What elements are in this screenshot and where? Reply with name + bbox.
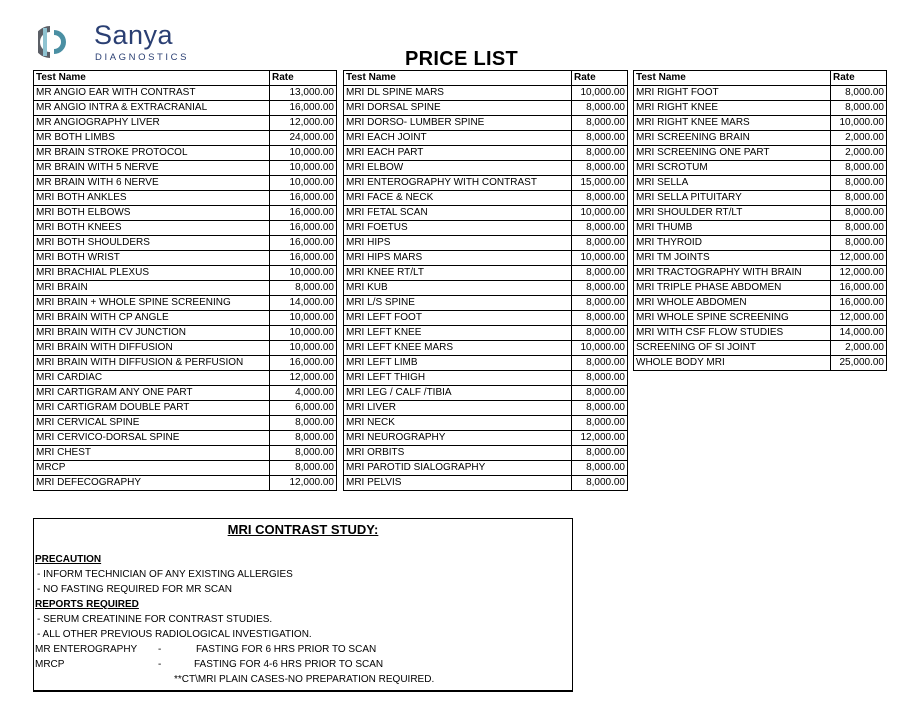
rate-cell: 16,000.00 <box>270 191 337 206</box>
header-rate: Rate <box>831 71 887 86</box>
rate-cell: 10,000.00 <box>270 161 337 176</box>
table-row <box>34 281 337 296</box>
table-row <box>634 251 887 266</box>
table-row <box>634 86 887 101</box>
rate-cell: 8,000.00 <box>572 161 628 176</box>
table-row <box>34 161 337 176</box>
table-row <box>344 146 628 161</box>
table-row <box>34 221 337 236</box>
test-name-cell: MRI EACH JOINT <box>344 131 572 146</box>
rate-cell: 10,000.00 <box>572 86 628 101</box>
rate-cell: 8,000.00 <box>831 236 887 251</box>
table-row <box>34 341 337 356</box>
rate-cell: 8,000.00 <box>831 101 887 116</box>
table-row <box>344 416 628 431</box>
test-name-cell: MRI FETAL SCAN <box>344 206 572 221</box>
test-name-cell: MR BOTH LIMBS <box>34 131 270 146</box>
table-row <box>34 476 337 491</box>
rate-cell: 2,000.00 <box>831 341 887 356</box>
test-name-cell: MRI LIVER <box>344 401 572 416</box>
rate-cell: 8,000.00 <box>572 191 628 206</box>
test-name-cell: MRI TRACTOGRAPHY WITH BRAIN <box>634 266 831 281</box>
precaution-item: - INFORM TECHNICIAN OF ANY EXISTING ALLERGIES <box>37 569 293 580</box>
test-name-cell: MRI HIPS <box>344 236 572 251</box>
test-name-cell: MRI ELBOW <box>344 161 572 176</box>
test-name-cell: MRI CARDIAC <box>34 371 270 386</box>
rate-cell: 8,000.00 <box>572 311 628 326</box>
test-name-cell: MRI PAROTID SIALOGRAPHY <box>344 461 572 476</box>
table-row <box>34 176 337 191</box>
contrast-study-box <box>33 518 573 692</box>
fasting-dash: - <box>158 644 162 655</box>
test-name-cell: MRI WHOLE SPINE SCREENING <box>634 311 831 326</box>
rate-cell: 14,000.00 <box>831 326 887 341</box>
table-row <box>634 266 887 281</box>
table-row <box>344 116 628 131</box>
logo-subtitle: DIAGNOSTICS <box>95 52 190 63</box>
test-name-cell: MRI THYROID <box>634 236 831 251</box>
rate-cell: 2,000.00 <box>831 131 887 146</box>
rate-cell: 10,000.00 <box>572 341 628 356</box>
test-name-cell: SCREENING OF SI JOINT <box>634 341 831 356</box>
test-name-cell: MR BRAIN WITH 5 NERVE <box>34 161 270 176</box>
logo <box>38 20 208 65</box>
rate-cell: 8,000.00 <box>270 431 337 446</box>
table-row <box>34 266 337 281</box>
rate-cell: 10,000.00 <box>572 251 628 266</box>
table-row <box>634 326 887 341</box>
test-name-cell: MR ANGIOGRAPHY LIVER <box>34 116 270 131</box>
rate-cell: 12,000.00 <box>270 476 337 491</box>
rate-cell: 8,000.00 <box>572 446 628 461</box>
price-table-3 <box>633 70 887 371</box>
test-name-cell: MR ANGIO INTRA & EXTRACRANIAL <box>34 101 270 116</box>
fasting-label: MR ENTEROGRAPHY <box>35 644 138 655</box>
test-name-cell: MRI SELLA <box>634 176 831 191</box>
test-name-cell: MRI LEFT FOOT <box>344 311 572 326</box>
table-row <box>34 116 337 131</box>
table-row <box>34 191 337 206</box>
test-name-cell: MRI BRAIN <box>34 281 270 296</box>
table-row <box>634 206 887 221</box>
test-name-cell: MRI TM JOINTS <box>634 251 831 266</box>
table-row <box>634 116 887 131</box>
test-name-cell: MRI LEFT LIMB <box>344 356 572 371</box>
rate-cell: 12,000.00 <box>831 251 887 266</box>
test-name-cell: MRI BRAIN + WHOLE SPINE SCREENING <box>34 296 270 311</box>
rate-cell: 10,000.00 <box>270 326 337 341</box>
test-name-cell: MRI RIGHT KNEE MARS <box>634 116 831 131</box>
rate-cell: 8,000.00 <box>831 191 887 206</box>
table-row <box>344 251 628 266</box>
test-name-cell: MRI DORSO- LUMBER SPINE <box>344 116 572 131</box>
rate-cell: 8,000.00 <box>572 146 628 161</box>
header-test-name: Test Name <box>634 71 831 86</box>
test-name-cell: MRCP <box>34 461 270 476</box>
table-header-row <box>634 71 887 86</box>
test-name-cell: MRI DL SPINE MARS <box>344 86 572 101</box>
rate-cell: 16,000.00 <box>270 101 337 116</box>
rate-cell: 16,000.00 <box>270 221 337 236</box>
rate-cell: 10,000.00 <box>270 176 337 191</box>
rate-cell: 8,000.00 <box>270 416 337 431</box>
rate-cell: 16,000.00 <box>270 206 337 221</box>
rate-cell: 8,000.00 <box>572 476 628 491</box>
table-row <box>34 206 337 221</box>
test-name-cell: MRI BRAIN WITH CV JUNCTION <box>34 326 270 341</box>
test-name-cell: MRI BOTH WRIST <box>34 251 270 266</box>
rate-cell: 8,000.00 <box>831 206 887 221</box>
rate-cell: 8,000.00 <box>572 101 628 116</box>
rate-cell: 8,000.00 <box>572 266 628 281</box>
test-name-cell: MRI CERVICAL SPINE <box>34 416 270 431</box>
rate-cell: 10,000.00 <box>831 116 887 131</box>
table-row <box>634 221 887 236</box>
table-row <box>34 371 337 386</box>
rate-cell: 24,000.00 <box>270 131 337 146</box>
table-row <box>634 176 887 191</box>
rate-cell: 8,000.00 <box>572 461 628 476</box>
table-row <box>344 206 628 221</box>
reports-item: - SERUM CREATININE FOR CONTRAST STUDIES. <box>37 614 273 625</box>
fasting-text: FASTING FOR 6 HRS PRIOR TO SCAN <box>196 644 377 655</box>
rate-cell: 8,000.00 <box>572 371 628 386</box>
table-row <box>634 161 887 176</box>
contrast-study-title: MRI CONTRAST STUDY: <box>227 522 379 537</box>
test-name-cell: MRI CHEST <box>34 446 270 461</box>
table-row <box>344 311 628 326</box>
rate-cell: 8,000.00 <box>831 176 887 191</box>
test-name-cell: MRI RIGHT KNEE <box>634 101 831 116</box>
test-name-cell: MRI NECK <box>344 416 572 431</box>
test-name-cell: MRI THUMB <box>634 221 831 236</box>
rate-cell: 4,000.00 <box>270 386 337 401</box>
test-name-cell: MRI BOTH ELBOWS <box>34 206 270 221</box>
rate-cell: 12,000.00 <box>270 116 337 131</box>
test-name-cell: MRI PELVIS <box>344 476 572 491</box>
table-row <box>634 191 887 206</box>
rate-cell: 2,000.00 <box>831 146 887 161</box>
rate-cell: 25,000.00 <box>831 356 887 371</box>
table-row <box>344 401 628 416</box>
table-row <box>634 146 887 161</box>
table-row <box>34 296 337 311</box>
rate-cell: 8,000.00 <box>831 86 887 101</box>
rate-cell: 8,000.00 <box>572 296 628 311</box>
rate-cell: 8,000.00 <box>572 386 628 401</box>
rate-cell: 8,000.00 <box>572 236 628 251</box>
test-name-cell: MRI BRAIN WITH DIFFUSION & PERFUSION <box>34 356 270 371</box>
test-name-cell: MRI FOETUS <box>344 221 572 236</box>
test-name-cell: MRI BRAIN WITH DIFFUSION <box>34 341 270 356</box>
rate-cell: 16,000.00 <box>270 356 337 371</box>
test-name-cell: MRI HIPS MARS <box>344 251 572 266</box>
table-row <box>344 296 628 311</box>
test-name-cell: MRI WHOLE ABDOMEN <box>634 296 831 311</box>
logo-brand: Sanya <box>94 20 174 50</box>
rate-cell: 12,000.00 <box>831 266 887 281</box>
table-row <box>634 356 887 371</box>
test-name-cell: MRI ENTEROGRAPHY WITH CONTRAST <box>344 176 572 191</box>
rate-cell: 8,000.00 <box>572 116 628 131</box>
table-header-row <box>34 71 337 86</box>
reports-item: - ALL OTHER PREVIOUS RADIOLOGICAL INVESTIGATION. <box>37 629 312 640</box>
test-name-cell: MR ANGIO EAR WITH CONTRAST <box>34 86 270 101</box>
header-test-name: Test Name <box>344 71 572 86</box>
rate-cell: 10,000.00 <box>270 341 337 356</box>
rate-cell: 8,000.00 <box>572 326 628 341</box>
table-row <box>634 131 887 146</box>
table-row <box>344 236 628 251</box>
rate-cell: 8,000.00 <box>270 446 337 461</box>
test-name-cell: MRI LEFT THIGH <box>344 371 572 386</box>
table-row <box>344 461 628 476</box>
test-name-cell: MRI FACE & NECK <box>344 191 572 206</box>
test-name-cell: MRI RIGHT FOOT <box>634 86 831 101</box>
header-rate: Rate <box>270 71 337 86</box>
table-row <box>634 101 887 116</box>
table-row <box>34 446 337 461</box>
price-table-2 <box>343 70 628 491</box>
table-row <box>344 341 628 356</box>
table-row <box>34 401 337 416</box>
table-row <box>344 266 628 281</box>
rate-cell: 10,000.00 <box>270 266 337 281</box>
plain-cases-note: **CT\MRI PLAIN CASES-NO PREPARATION REQUIRED. <box>174 674 435 685</box>
table-row <box>634 236 887 251</box>
rate-cell: 8,000.00 <box>831 161 887 176</box>
price-table-1 <box>33 70 337 491</box>
table-row <box>34 101 337 116</box>
test-name-cell: MRI BOTH SHOULDERS <box>34 236 270 251</box>
table-row <box>34 356 337 371</box>
table-row <box>344 86 628 101</box>
test-name-cell: MRI CERVICO-DORSAL SPINE <box>34 431 270 446</box>
test-name-cell: MRI ORBITS <box>344 446 572 461</box>
table-row <box>634 281 887 296</box>
table-row <box>34 131 337 146</box>
rate-cell: 8,000.00 <box>572 356 628 371</box>
test-name-cell: MRI KUB <box>344 281 572 296</box>
table-row <box>344 176 628 191</box>
reports-heading: REPORTS REQUIRED <box>35 599 139 610</box>
test-name-cell: MRI EACH PART <box>344 146 572 161</box>
table-row <box>34 86 337 101</box>
test-name-cell: MRI L/S SPINE <box>344 296 572 311</box>
test-name-cell: MRI SELLA PITUITARY <box>634 191 831 206</box>
precaution-item: - NO FASTING REQUIRED FOR MR SCAN <box>37 584 233 595</box>
test-name-cell: MRI KNEE RT/LT <box>344 266 572 281</box>
rate-cell: 8,000.00 <box>270 281 337 296</box>
test-name-cell: MRI LEFT KNEE MARS <box>344 341 572 356</box>
rate-cell: 15,000.00 <box>572 176 628 191</box>
rate-cell: 16,000.00 <box>270 251 337 266</box>
precaution-heading: PRECAUTION <box>35 554 102 565</box>
test-name-cell: MRI BRAIN WITH CP ANGLE <box>34 311 270 326</box>
rate-cell: 12,000.00 <box>270 371 337 386</box>
rate-cell: 10,000.00 <box>270 311 337 326</box>
test-name-cell: MRI NEUROGRAPHY <box>344 431 572 446</box>
table-row <box>344 101 628 116</box>
table-row <box>344 371 628 386</box>
test-name-cell: MRI BRACHIAL PLEXUS <box>34 266 270 281</box>
test-name-cell: MRI SHOULDER RT/LT <box>634 206 831 221</box>
header-test-name: Test Name <box>34 71 270 86</box>
rate-cell: 10,000.00 <box>572 206 628 221</box>
test-name-cell: WHOLE BODY MRI <box>634 356 831 371</box>
table-row <box>344 431 628 446</box>
fasting-text: FASTING FOR 4-6 HRS PRIOR TO SCAN <box>194 659 384 670</box>
test-name-cell: MRI SCREENING ONE PART <box>634 146 831 161</box>
header-rate: Rate <box>572 71 628 86</box>
rate-cell: 8,000.00 <box>572 221 628 236</box>
table-row <box>344 476 628 491</box>
table-row <box>344 191 628 206</box>
table-row <box>634 341 887 356</box>
table-header-row <box>344 71 628 86</box>
test-name-cell: MRI CARTIGRAM DOUBLE PART <box>34 401 270 416</box>
table-row <box>34 251 337 266</box>
rate-cell: 8,000.00 <box>831 221 887 236</box>
test-name-cell: MRI SCROTUM <box>634 161 831 176</box>
rate-cell: 14,000.00 <box>270 296 337 311</box>
table-row <box>34 146 337 161</box>
test-name-cell: MR BRAIN WITH 6 NERVE <box>34 176 270 191</box>
table-row <box>634 311 887 326</box>
rate-cell: 12,000.00 <box>831 311 887 326</box>
test-name-cell: MRI CARTIGRAM ANY ONE PART <box>34 386 270 401</box>
table-row <box>34 461 337 476</box>
table-row <box>344 356 628 371</box>
rate-cell: 8,000.00 <box>572 401 628 416</box>
test-name-cell: MRI TRIPLE PHASE ABDOMEN <box>634 281 831 296</box>
test-name-cell: MRI BOTH ANKLES <box>34 191 270 206</box>
test-name-cell: MRI SCREENING BRAIN <box>634 131 831 146</box>
table-row <box>34 311 337 326</box>
table-row <box>34 236 337 251</box>
rate-cell: 16,000.00 <box>270 236 337 251</box>
table-row <box>34 431 337 446</box>
test-name-cell: MRI LEG / CALF /TIBIA <box>344 386 572 401</box>
rate-cell: 8,000.00 <box>572 131 628 146</box>
table-row <box>344 386 628 401</box>
logo-mark-icon <box>38 22 78 62</box>
test-name-cell: MRI WITH CSF FLOW STUDIES <box>634 326 831 341</box>
fasting-label: MRCP <box>35 659 65 670</box>
table-row <box>34 326 337 341</box>
rate-cell: 8,000.00 <box>572 281 628 296</box>
rate-cell: 10,000.00 <box>270 146 337 161</box>
rate-cell: 12,000.00 <box>572 431 628 446</box>
test-name-cell: MRI DORSAL SPINE <box>344 101 572 116</box>
test-name-cell: MRI DEFECOGRAPHY <box>34 476 270 491</box>
rate-cell: 8,000.00 <box>270 461 337 476</box>
fasting-dash: - <box>158 659 162 670</box>
rate-cell: 16,000.00 <box>831 281 887 296</box>
table-row <box>34 386 337 401</box>
rate-cell: 6,000.00 <box>270 401 337 416</box>
rate-cell: 16,000.00 <box>831 296 887 311</box>
table-row <box>344 281 628 296</box>
table-row <box>344 221 628 236</box>
rate-cell: 13,000.00 <box>270 86 337 101</box>
table-row <box>34 416 337 431</box>
table-row <box>634 296 887 311</box>
page-title: PRICE LIST <box>405 48 519 70</box>
rate-cell: 8,000.00 <box>572 416 628 431</box>
test-name-cell: MRI LEFT KNEE <box>344 326 572 341</box>
table-row <box>344 161 628 176</box>
test-name-cell: MR BRAIN STROKE PROTOCOL <box>34 146 270 161</box>
table-row <box>344 446 628 461</box>
table-row <box>344 326 628 341</box>
test-name-cell: MRI BOTH KNEES <box>34 221 270 236</box>
table-row <box>344 131 628 146</box>
